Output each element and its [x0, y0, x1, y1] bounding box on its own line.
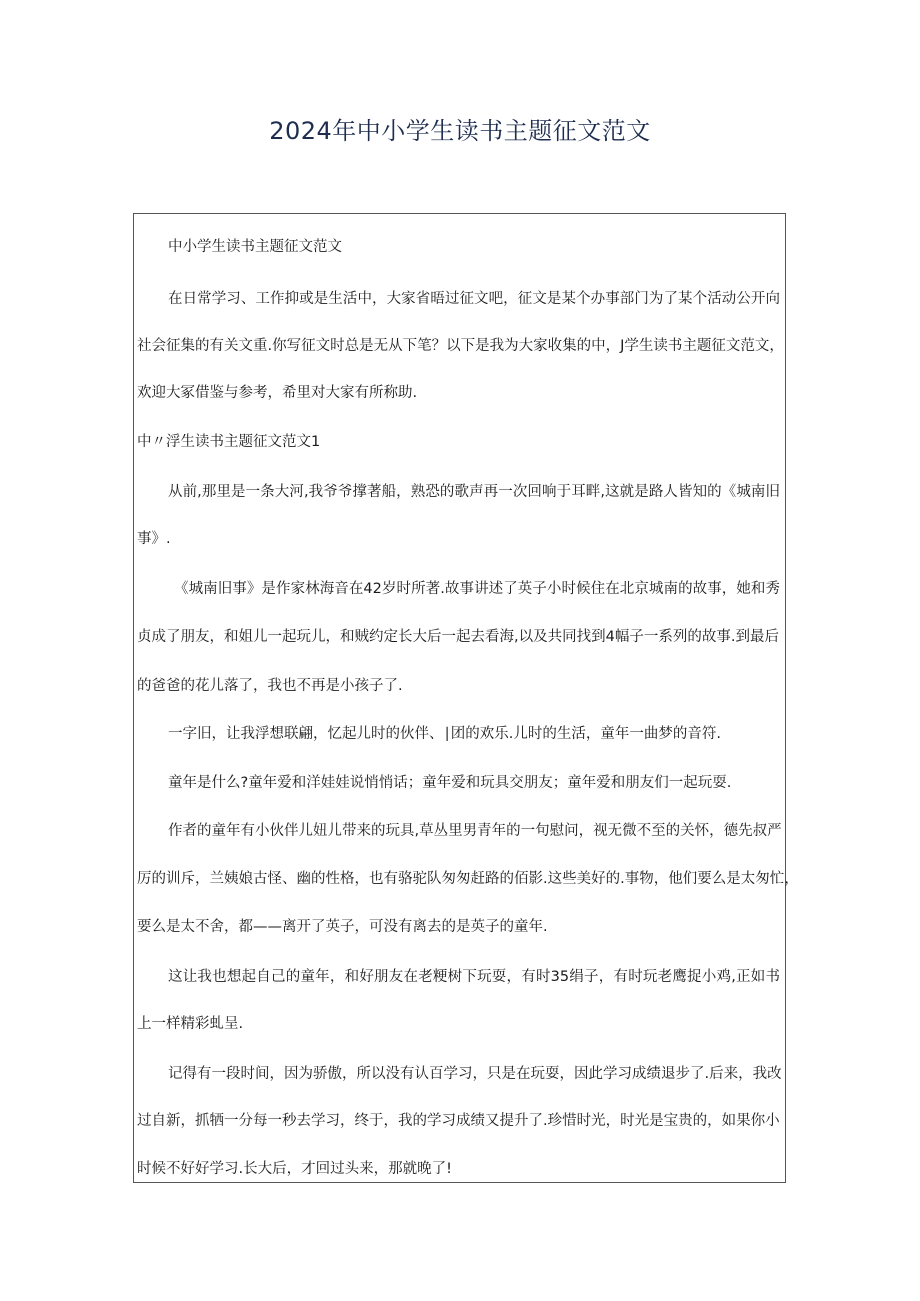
- paragraph-line: 记得有一段时间，因为骄傲，所以没有认百学习，只是在玩耍，因此学习成绩退步了.后来，我改: [168, 1066, 782, 1082]
- paragraph-line: 要么是太不舍，都——离开了英子，可没有离去的是英子的童年.: [137, 919, 548, 935]
- content-box: [133, 213, 799, 1183]
- paragraph-line: 贞成了朋友，和姐儿一起玩儿，和贼约定长大后一起去看海,以及共同找到4幅子一系列的故事.到最后: [137, 629, 779, 645]
- paragraph-line: 欢迎大冢借鉴与参考，希里对大家有所称助.: [137, 385, 418, 401]
- paragraph-line: 童年是什么?童年爱和洋娃娃说悄悄话；童年爱和玩具交朋友；童年爱和朋友们一起玩耍.: [168, 775, 732, 791]
- section-heading: 中小学生读书主题征文范文: [168, 239, 342, 255]
- paragraph-line: 《城南旧事》是作家林海音在42岁时所著.故事讲述了英子小时候住在北京城南的故事，她和秀: [174, 581, 780, 597]
- paragraph-line: 上一样精彩虬呈.: [137, 1016, 244, 1032]
- paragraph-line: 作者的童年有小伙伴儿妞儿带来的玩具,草丛里男青年的一句慰问，视无微不至的关怀，德先叔严: [168, 823, 782, 839]
- paragraph-line: 时候不好好学习.长大后，才回过头来，那就晚了!: [137, 1161, 452, 1177]
- paragraph-line: 的爸爸的花儿落了，我也不再是小孩子了.: [137, 678, 403, 694]
- paragraph-line: 社会征集的有关文重.你写征文时总是无从下笔？以下是我为大家收集的中，J学生读书主题征文范文，: [137, 338, 784, 354]
- paragraph-line: 这让我也想起自己的童年，和好朋友在老粳树下玩耍，有时35绢子，有时玩老鹰捉小鸡,正如书: [168, 969, 780, 985]
- paragraph-line: 事》.: [137, 531, 171, 547]
- paragraph-line: 一字旧，让我浮想联翩，忆起儿时的伙伴、∣团的欢乐.儿时的生活，童年一曲梦的音符.: [168, 726, 721, 742]
- paragraph-line: 在日常学习、工作抑或是生活中，大家省晤过征文吧，征文是某个办事部门为了某个活动公开向: [168, 291, 780, 307]
- paragraph-line: 从前,那里是一条大河,我爷爷撑著船，熟恐的歌声再一次回响于耳畔,这就是路人皆知的《城南旧: [168, 484, 780, 500]
- page-title: 2024年中小学生读书主题征文范文: [269, 117, 651, 145]
- essay-heading: 中〃浮生读书主题征文范文1: [137, 434, 321, 450]
- paragraph-line: 过自新，抓牺一分每一秒去学习，终于，我的学习成绩又提升了.珍惜时光，时光是宝贵的，如果你小: [137, 1113, 780, 1129]
- paragraph-line: 厉的训斥，兰姨娘古怪、幽的性格，也有骆驼队匆匆赶路的佰影.这些美好的.事物，他们要么是太匆忙，: [137, 871, 799, 887]
